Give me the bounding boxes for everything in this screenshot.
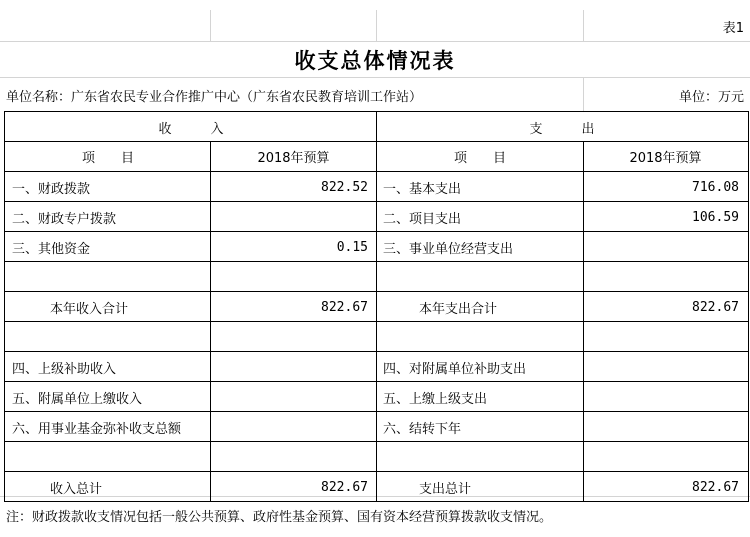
expense-item-header: 项 目	[453, 151, 506, 166]
income-item: 本年收入合计	[50, 301, 129, 317]
expense-amount: 822.67	[692, 299, 739, 315]
income-item: 收入总计	[50, 481, 103, 497]
expense-item	[377, 442, 583, 472]
table-row	[0, 472, 750, 502]
expense-amount	[584, 382, 747, 412]
table-row	[0, 262, 750, 292]
expense-header: 支 出	[529, 121, 595, 137]
income-amount	[211, 322, 376, 352]
income-item: 三、其他资金	[12, 241, 91, 257]
expense-item: 支出总计	[419, 481, 472, 497]
expense-amount	[584, 442, 747, 472]
expense-item	[377, 262, 583, 292]
income-amount	[211, 262, 376, 292]
income-item: 四、上级补助收入	[12, 361, 117, 377]
expense-item: 六、结转下年	[383, 421, 462, 437]
income-amount	[211, 202, 376, 232]
expense-item: 二、项目支出	[383, 211, 462, 227]
income-amount: 822.67	[321, 299, 368, 315]
expense-amount	[584, 262, 747, 292]
footnote: 注：财政拨款收支情况包括一般公共预算、政府性基金预算、国有资本经营预算拨款收支情况。	[6, 509, 553, 525]
table-row	[0, 292, 750, 322]
table-row	[0, 322, 750, 352]
income-item: 二、财政专户拨款	[12, 211, 117, 227]
income-item: 五、附属单位上缴收入	[12, 391, 143, 407]
table-row	[0, 172, 750, 202]
expense-item: 四、对附属单位补助支出	[383, 361, 527, 377]
expense-item: 五、上缴上级支出	[383, 391, 488, 407]
income-budget-header: 2018年预算	[257, 151, 330, 166]
expense-item: 一、基本支出	[383, 181, 462, 197]
unit-label: 单位：万元	[678, 89, 744, 105]
expense-item: 三、事业单位经营支出	[383, 241, 514, 257]
expense-amount: 822.67	[692, 479, 739, 495]
expense-item: 本年支出合计	[419, 301, 498, 317]
income-amount: 822.52	[321, 179, 368, 195]
income-item	[6, 322, 210, 352]
income-amount: 822.67	[321, 479, 368, 495]
table-row	[0, 352, 750, 382]
income-item	[6, 262, 210, 292]
expense-amount: 716.08	[692, 179, 739, 195]
table-row	[0, 202, 750, 232]
expense-amount	[584, 352, 747, 382]
income-amount	[211, 412, 376, 442]
expense-amount	[584, 322, 747, 352]
expense-item	[377, 322, 583, 352]
table-row	[0, 412, 750, 442]
expense-amount	[584, 412, 747, 442]
expense-amount: 106.59	[692, 209, 739, 225]
income-amount: 0.15	[336, 239, 368, 255]
income-amount	[211, 442, 376, 472]
income-item: 六、用事业基金弥补收支总额	[12, 421, 182, 437]
income-item: 一、财政拨款	[12, 181, 91, 197]
income-item-header: 项 目	[81, 151, 134, 166]
unit-name: 单位名称：广东省农民专业合作推广中心（广东省农民教育培训工作站）	[6, 89, 423, 105]
income-amount	[211, 382, 376, 412]
income-amount	[211, 352, 376, 382]
table-row	[0, 442, 750, 472]
expense-budget-header: 2018年预算	[629, 151, 702, 166]
page-title: 收支总体情况表	[294, 49, 456, 73]
table-row	[0, 232, 750, 262]
income-header: 收 入	[158, 121, 224, 137]
expense-amount	[584, 232, 747, 262]
table-number: 表1	[722, 21, 744, 36]
income-item	[6, 442, 210, 472]
table-row	[0, 382, 750, 412]
